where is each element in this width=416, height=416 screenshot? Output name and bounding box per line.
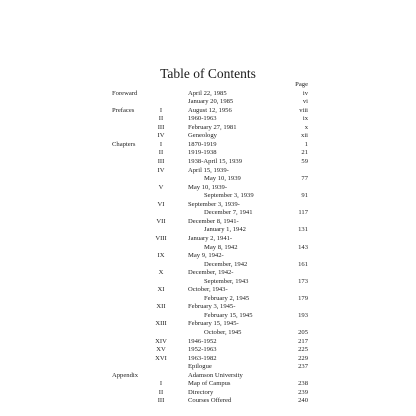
toc-entry-number: XII [156, 303, 166, 311]
toc-page-number: iv [302, 89, 308, 97]
toc-entry-number: XI [157, 286, 165, 294]
toc-entry-text: August 12, 1956 [188, 106, 232, 114]
toc-entry-text: January 1, 1942 [204, 226, 246, 234]
toc-entry-text: February 2, 1945 [204, 294, 250, 302]
toc-entry-number: XVI [155, 354, 167, 362]
toc-entry-text: December 7, 1941 [204, 209, 253, 217]
toc-page-number: x [304, 123, 308, 131]
toc-entry-text: October, 1945 [204, 329, 242, 336]
toc-entry-number: I [159, 140, 163, 148]
toc-page-number: 143 [298, 243, 308, 251]
toc-page-number: 193 [298, 311, 308, 319]
toc-page-number: 59 [301, 158, 308, 165]
toc-page-number: 217 [298, 337, 308, 345]
toc-entry-text: December 8, 1941- [188, 217, 239, 225]
toc-entry-text: 1946-1952 [188, 337, 217, 345]
page-column-heading: Page [295, 81, 308, 88]
toc-entry-text: February 3, 1945- [188, 303, 236, 311]
toc-entry-text: September, 1943 [204, 277, 249, 285]
toc-entry-text: 1963-1982 [188, 354, 217, 362]
toc-section-label: Foreward [112, 89, 138, 97]
toc-page-number: 117 [298, 209, 308, 217]
toc-page-number: 239 [298, 388, 308, 396]
toc-page-number: 205 [298, 329, 308, 336]
toc-entry-text: Map of Campus [188, 380, 231, 388]
toc-page-number: vi [302, 98, 308, 106]
toc-entry-text: February 15, 1945- [188, 320, 239, 328]
toc-entry-number: IV [157, 132, 165, 140]
toc-entry-text: September 3, 1939- [188, 200, 240, 208]
toc-entry-text: December, 1942- [188, 269, 234, 277]
toc-entry-text: April 22, 1985 [188, 89, 227, 97]
toc-page-number: xii [301, 132, 308, 140]
toc-entry-number: III [157, 397, 165, 405]
toc-page-number: 179 [298, 294, 308, 302]
toc-entry-text: January 2, 1941- [188, 234, 233, 242]
toc-entry-number: II [158, 388, 164, 396]
toc-entry-text: Geneology [188, 132, 217, 140]
toc-entry-number: V [158, 183, 164, 191]
toc-entry-number: VIII [155, 234, 167, 242]
toc-page-number: 161 [298, 260, 308, 268]
toc-page-number: 77 [301, 175, 308, 183]
toc-entry-text: Adamson University [188, 371, 243, 379]
toc-entry-text: December, 1942 [204, 260, 248, 268]
toc-entry-text: Courses Offered [188, 397, 232, 405]
toc-entry-number: X [158, 269, 164, 277]
toc-page-number: 1 [304, 140, 308, 148]
toc-page-number: 240 [298, 397, 308, 405]
toc-entry-text: 1960-1963 [188, 115, 217, 123]
toc-section-label: Prefaces [112, 106, 135, 114]
toc-entry-text: Directory [188, 388, 214, 396]
toc-page-number: 91 [301, 192, 308, 200]
toc-entry-number: XIV [155, 337, 167, 345]
toc-entry-text: February 27, 1981 [188, 123, 237, 131]
toc-entry-text: 1952-1963 [188, 346, 217, 354]
toc-entry-number: II [158, 149, 164, 157]
toc-entry-number: XIII [155, 320, 167, 328]
toc-entry-text: 1938-April 15, 1939 [188, 158, 243, 165]
page-title: Table of Contents [160, 66, 256, 81]
toc-entry-text: 1919-1938 [188, 149, 217, 157]
toc-entry-number: I [159, 106, 163, 114]
toc-page-number: 225 [298, 346, 308, 354]
toc-entry-text: Epilogue [188, 363, 212, 371]
toc-entry-number: XV [156, 346, 166, 354]
toc-page-number: 173 [298, 277, 308, 285]
toc-section-label: Appendix [112, 371, 139, 379]
toc-section-label: Chapters [112, 140, 136, 148]
toc-entry-number: IV [157, 166, 165, 174]
toc-entry-text: October, 1943- [188, 286, 228, 294]
toc-page-number: 21 [301, 149, 308, 157]
toc-entry-number: II [158, 115, 164, 123]
toc-entry-text: May 10, 1939 [204, 175, 241, 183]
toc-entry-number: III [157, 158, 165, 165]
toc-entry-number: VII [156, 217, 166, 225]
toc-row [0, 396, 416, 405]
toc-page-number: 229 [298, 354, 308, 362]
toc-page-number: 238 [298, 380, 308, 388]
toc-entry-text: September 3, 1939 [204, 192, 254, 200]
toc-entry-number: I [159, 380, 163, 388]
toc-entry-text: April 15, 1939- [188, 166, 229, 174]
toc-entry-text: May 8, 1942 [204, 243, 238, 251]
toc-page-number: 237 [298, 363, 308, 371]
toc-entry-number: IX [157, 252, 165, 260]
toc-entry-text: May 10, 1939- [188, 183, 228, 191]
toc-entry-number: III [157, 123, 165, 131]
toc-entry-text: January 20, 1985 [188, 98, 234, 106]
toc-page-number: ix [302, 115, 308, 123]
toc-entry-number: VI [157, 200, 165, 208]
toc-entry-text: 1870-1919 [188, 140, 217, 148]
toc-page-number: 131 [298, 226, 308, 234]
toc-page-number: viii [299, 106, 308, 114]
toc-entry-text: February 15, 1945 [204, 311, 253, 319]
toc-entry-text: May 9, 1942- [188, 252, 224, 260]
